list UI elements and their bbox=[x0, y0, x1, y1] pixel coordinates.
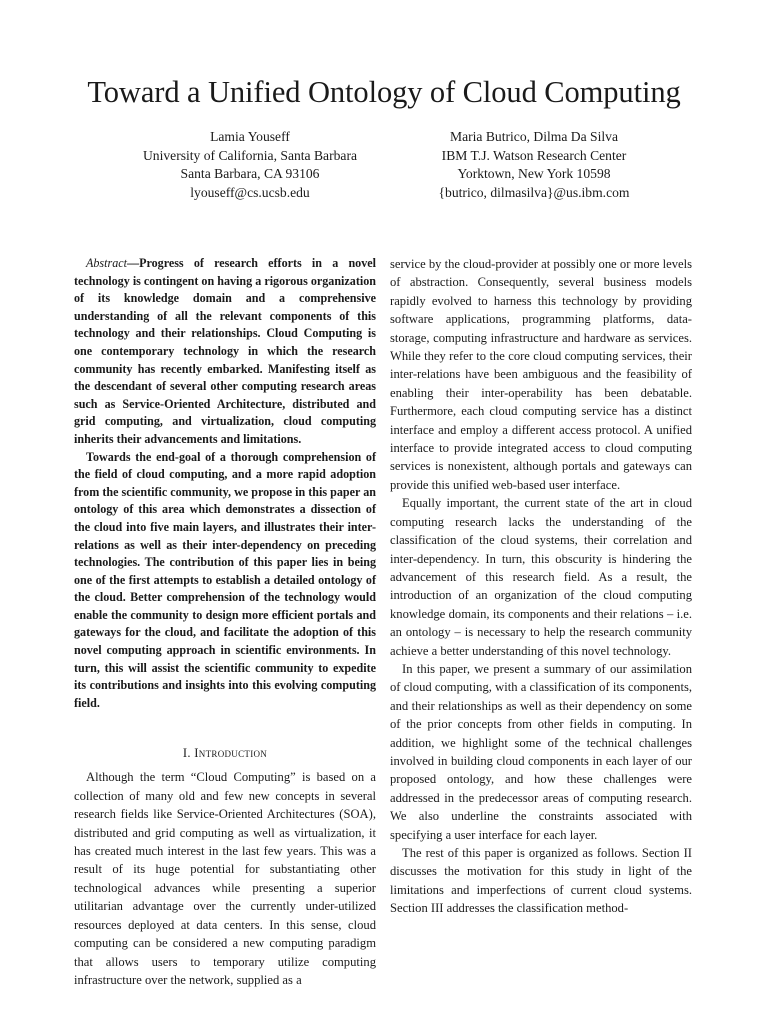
intro-paragraph-4: The rest of this paper is organized as follows. Section II discusses the motivation for this study in light of the limitations and imperfections of current cloud systems. Section III addresses the classification method- bbox=[390, 846, 692, 916]
author-affiliation: University of California, Santa Barbara bbox=[142, 147, 358, 163]
section-title: Introduction bbox=[194, 746, 268, 761]
abstract-text-1: Progress of research efforts in a novel technology is contingent on having a rigorous organization of its knowledge domain and a comprehensive understanding of all the relevant components of this technology and their relationships. Cloud Computing is one contemporary technology in which the research community has recently embarked. Manifesting itself as the descendant of several other computing research areas such as Service-Oriented Architecture, distributed and grid computing, and virtualization, cloud computing inherits their advancements and limitations. bbox=[74, 256, 376, 446]
author-email: {butrico, dilmasilva}@us.ibm.com bbox=[438, 184, 630, 200]
abstract-dash: — bbox=[126, 256, 140, 270]
intro-paragraph-2: Equally important, the current state of the art in cloud computing research lacks the understanding of the classification of the cloud systems, their correlation and inter-dependency. In turn, this obscurity is hindering the advancement of this research field. As a result, the introduction of an organization of the cloud computing knowledge domain, its components and their relations – i.e. an ontology – is necessary to help the research community achieve a better understanding of this novel technology. bbox=[390, 496, 692, 658]
author-affiliation: IBM T.J. Watson Research Center bbox=[441, 147, 627, 163]
author-name: Maria Butrico, Dilma Da Silva bbox=[450, 129, 618, 144]
abstract bbox=[74, 255, 376, 712]
section-number: I. bbox=[182, 746, 191, 761]
author-address: Yorktown, New York 10598 bbox=[457, 166, 611, 181]
author-block-1 bbox=[90, 128, 410, 202]
intro-paragraph-1: Although the term “Cloud Computing” is based on a collection of many old and few new concepts in several research fields like Service-Oriented Architectures (SOA), distributed and grid computing as well as virtualization, it has created much interest in the last few years. This was a result of its huge potential for substantiating other technological advances while presenting a superior utilitarian advantage over the currently under-utilized resources deployed at data centers. In this sense, cloud computing can be considered a new computing paradigm that allows users to temporary utilize computing infrastructure over the network, supplied as a bbox=[74, 770, 376, 987]
intro-paragraph-3: In this paper, we present a summary of our assimilation of cloud computing, with a classification of its components, and their relationships as well as their dependency on some of the prior concepts from other fields in computing. In addition, we highlight some of the technical challenges involved in building cloud components in each layer of our proposed ontology, and how these challenges were addressed in the predecessor areas of computing research. We also underline the constraints associated with specifying a user interface for each layer. bbox=[390, 661, 692, 842]
left-column bbox=[74, 255, 376, 989]
author-email: lyouseff@cs.ucsb.edu bbox=[190, 184, 310, 200]
author-name: Lamia Youseff bbox=[210, 129, 290, 144]
author-block-2 bbox=[374, 128, 694, 202]
abstract-paragraph-1 bbox=[74, 255, 376, 449]
abstract-paragraph-2: Towards the end-goal of a thorough comprehension of the field of cloud computing, and a more rapid adoption from the scientific community, we propose in this paper an ontology of this area which demonstrates a dissection of the cloud into five main layers, and illustrates their inter-relations as well as their inter-dependency on preceding technologies. The contribution of this paper lies in being one of the first attempts to establish a detailed ontology of the cloud. Better comprehension of the technology would enable the community to design more efficient portals and gateways for the cloud, and facilitate the adoption of this novel computing approach in scientific environments. In turn, this will assist the scientific community to expedite its contributions and insights into this evolving computing field. bbox=[74, 449, 376, 710]
right-column bbox=[390, 255, 692, 918]
paper-title: Toward a Unified Ontology of Cloud Computing bbox=[87, 75, 681, 109]
section-heading-introduction bbox=[74, 744, 376, 762]
author-address: Santa Barbara, CA 93106 bbox=[180, 166, 320, 181]
intro-paragraph-1-continued: service by the cloud-provider at possibly one or more levels of abstraction. Consequently, several business models rapidly evolved to harness this technology by providing software applications, programming platforms, data-storage, computing infrastructure and hardware as services. While they refer to the core cloud computing services, their inter-relations have been ambiguous and the feasibility of enabling their inter-operability has been debatable. Furthermore, each cloud computing service has a distinct interface and employ a different access protocol. A unified interface to provide integrated access to cloud computing services is nonexistent, although portals and gateways can provide this unified web-based user interface. bbox=[390, 257, 692, 492]
abstract-label: Abstract bbox=[86, 256, 127, 270]
